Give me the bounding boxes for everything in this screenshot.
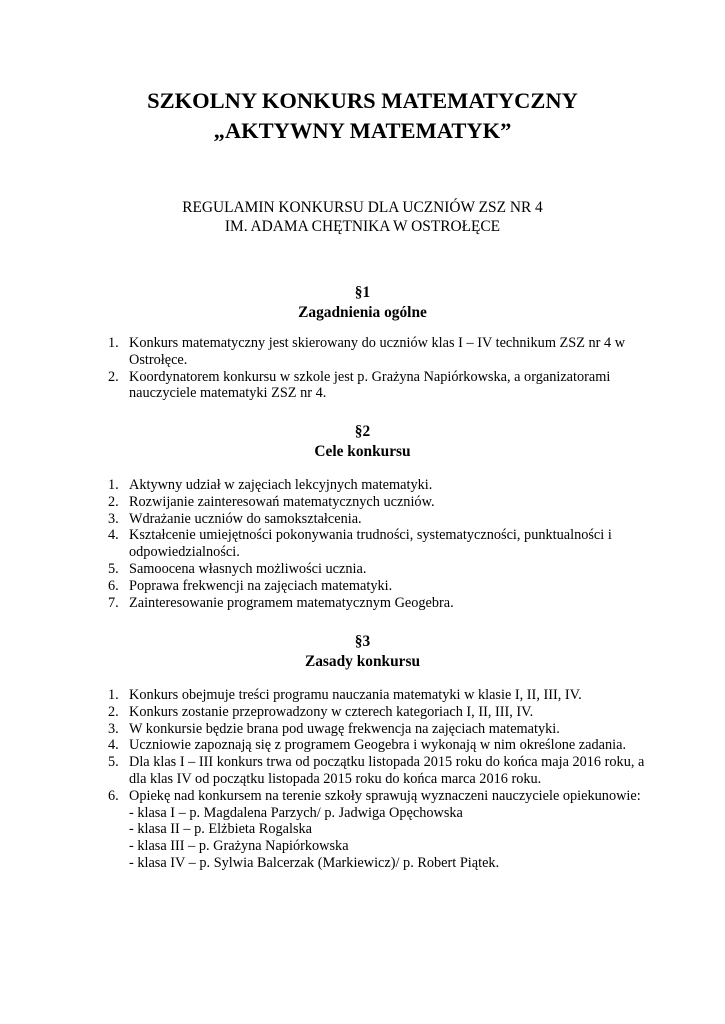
caretaker-class-4: - klasa IV – p. Sylwia Balcerzak (Markiewicz)/ p. Robert Piątek.: [129, 854, 500, 871]
document-subtitle: [0, 198, 725, 236]
title-line-2: „AKTYWNY MATEMATYK”: [213, 118, 512, 143]
subtitle-line-2: IM. ADAMA CHĘTNIKA W OSTROŁĘCE: [224, 218, 501, 235]
section-1-heading: Zagadnienia ogólne: [298, 304, 427, 321]
section-1-header: [0, 283, 725, 323]
section-3-list: [108, 687, 648, 872]
list-item: 6. Poprawa frekwencji na zajęciach matematyki.: [108, 577, 393, 594]
document-title: [0, 86, 725, 146]
subtitle-line-1: REGULAMIN KONKURSU DLA UCZNIÓW ZSZ NR 4: [182, 199, 543, 216]
list-item: 1. Konkurs matematyczny jest skierowany do uczniów klas I – IV technikum ZSZ nr 4 w Ostrołęce.: [108, 335, 626, 368]
list-item: 4. Uczniowie zapoznają się z programem Geogebra i wykonają w nim określone zadania.: [108, 737, 627, 754]
list-item: 4. Kształcenie umiejętności pokonywania trudności, systematyczności, punktualności i odpowiedzialności.: [108, 527, 612, 561]
section-2-header: [0, 422, 725, 462]
section-2-list: [108, 477, 648, 611]
list-item: 3. Wdrażanie uczniów do samokształcenia.: [108, 510, 362, 527]
list-item: 7. Zainteresowanie programem matematycznym Geogebra.: [108, 594, 454, 611]
list-item: 2. Rozwijanie zainteresowań matematycznych uczniów.: [108, 493, 435, 510]
list-item: 1. Aktywny udział w zajęciach lekcyjnych matematyki.: [108, 477, 433, 493]
section-3-header: [0, 632, 725, 672]
section-3-number: §3: [354, 633, 371, 650]
list-item: 2. Koordynatorem konkursu w szkole jest p. Grażyna Napiórkowska, a organizatorami nauczyciele matematyki ZSZ nr 4.: [108, 368, 611, 402]
section-1-list: [108, 335, 648, 402]
list-item: 6. Opiekę nad konkursem na terenie szkoły sprawują wyznaczeni nauczyciele opiekunowie: - klasa I – p. Magdalena Parzych/ p. Jadwiga Opęchowska - klasa II – p. Elżbieta Rogalska - klasa III – p. Grażyna Napiórkowska - klasa IV – p. Sylwia Balcerzak (Markiewicz)/ p. Robert Piątek.: [108, 788, 648, 872]
section-1-number: §1: [354, 284, 371, 301]
list-item: 3. W konkursie będzie brana pod uwagę frekwencja na zajęciach matematyki.: [108, 720, 560, 737]
section-2-number: §2: [354, 423, 371, 440]
title-line-1: SZKOLNY KONKURS MATEMATYCZNY: [147, 88, 578, 113]
list-item: 5. Samoocena własnych możliwości ucznia.: [108, 560, 367, 577]
caretaker-class-1: - klasa I – p. Magdalena Parzych/ p. Jadwiga Opęchowska: [129, 804, 463, 821]
caretaker-class-2: - klasa II – p. Elżbieta Rogalska: [129, 821, 313, 838]
list-item: 5. Dla klas I – III konkurs trwa od początku listopada 2015 roku do końca maja 2016 roku, a dla klas IV od początku listopada 2015 roku do końca marca 2016 roku.: [108, 754, 645, 787]
section-2-heading: Cele konkursu: [314, 443, 411, 460]
list-item: 1. Konkurs obejmuje treści programu nauczania matematyki w klasie I, II, III, IV.: [108, 687, 582, 703]
list-item: 2. Konkurs zostanie przeprowadzony w czterech kategoriach I, II, III, IV.: [108, 703, 534, 720]
section-3-heading: Zasady konkursu: [304, 653, 421, 670]
caretaker-class-3: - klasa III – p. Grażyna Napiórkowska: [129, 838, 349, 855]
